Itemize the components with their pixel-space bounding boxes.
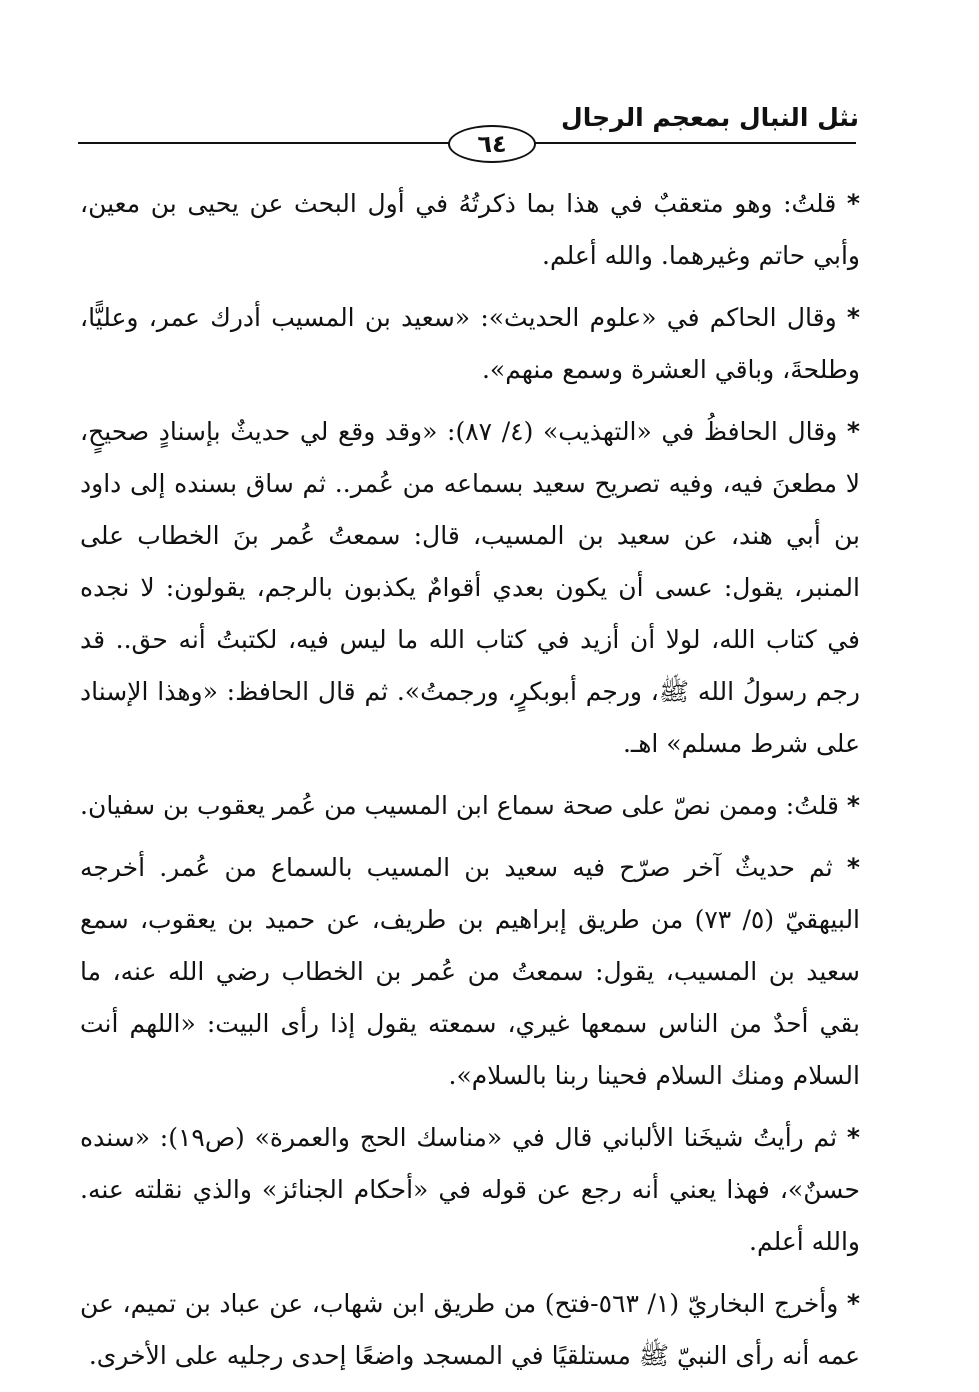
paragraph	[80, 1112, 860, 1268]
running-header-title: نثل النبال بمعجم الرجال	[561, 103, 859, 132]
bullet-star: *	[846, 1289, 860, 1318]
paragraph	[80, 406, 860, 770]
bullet-star: *	[846, 189, 860, 218]
paragraph	[80, 292, 860, 396]
bullet-star: *	[846, 791, 860, 820]
bullet-star: *	[846, 1123, 860, 1152]
page-number-badge: ٦٤	[448, 125, 536, 163]
paragraph	[80, 780, 860, 832]
paragraph-text: وأخرج البخاريّ (١/ ٥٦٣-فتح) من طريق ابن شهاب، عن عباد بن تميم، عن عمه أنه رأى النبيّ ﷺ مستلقيًا في المسجد واضعًا إحدى رجليه على الأخرى.	[80, 1289, 860, 1370]
paragraph-text: قلتُ: وهو متعقبٌ في هذا بما ذكرتُهُ في أول البحث عن يحيى بن معين، وأبي حاتم وغيرهما. والله أعلم.	[80, 189, 860, 270]
paragraph	[80, 842, 860, 1102]
bullet-star: *	[846, 417, 860, 446]
paragraph-text: وقال الحاكم في «علوم الحديث»: «سعيد بن المسيب أدرك عمر، وعليًّا، وطلحةَ، وباقي العشرة وسمع منهم».	[80, 303, 860, 384]
paragraph	[80, 1278, 860, 1382]
paragraph-text: وقال الحافظُ في «التهذيب» (٤/ ٨٧): «وقد وقع لي حديثٌ بإسنادٍ صحيحٍ، لا مطعنَ فيه، وفيه تصريح سعيد بسماعه من عُمر.. ثم ساق بسنده إلى داود بن أبي هند، عن سعيد بن المسيب، قال: سمعتُ عُمر بنَ الخطاب على المنبر، يقول: عسى أن يكون بعدي أقوامٌ يكذبون بالرجم، يقولون: لا نجده في كتاب الله، لولا أن أزيد في كتاب الله ما ليس فيه، لكتبتُ أنه حق.. قد رجم رسولُ الله ﷺ، ورجم أبوبكرٍ، ورجمتُ». ثم قال الحافظ: «وهذا الإسناد على شرط مسلم» اهـ.	[80, 417, 860, 758]
bullet-star: *	[846, 853, 860, 882]
paragraph-text: ثم حديثٌ آخر صرّح فيه سعيد بن المسيب بالسماع من عُمر. أخرجه البيهقيّ (٥/ ٧٣) من طريق إبراهيم بن طريف، عن حميد بن يعقوب، سمع سعيد بن المسيب، يقول: سمعتُ من عُمر بن الخطاب رضي الله عنه، ما بقي أحدٌ من الناس سمعها غيري، سمعته يقول إذا رأى البيت: «اللهم أنت السلام ومنك السلام فحينا ربنا بالسلام».	[80, 853, 861, 1090]
body-text	[80, 178, 860, 1392]
paragraph	[80, 178, 860, 282]
bullet-star: *	[846, 303, 860, 332]
paragraph-text: قلتُ: وممن نصّ على صحة سماع ابن المسيب من عُمر يعقوب بن سفيان.	[80, 791, 847, 820]
paragraph-text: ثم رأيتُ شيخَنا الألباني قال في «مناسك الحج والعمرة» (ص١٩): «سنده حسنٌ»، فهذا يعني أنه رجع عن قوله في «أحكام الجنائز» والذي نقلته عنه. والله أعلم.	[80, 1123, 860, 1256]
